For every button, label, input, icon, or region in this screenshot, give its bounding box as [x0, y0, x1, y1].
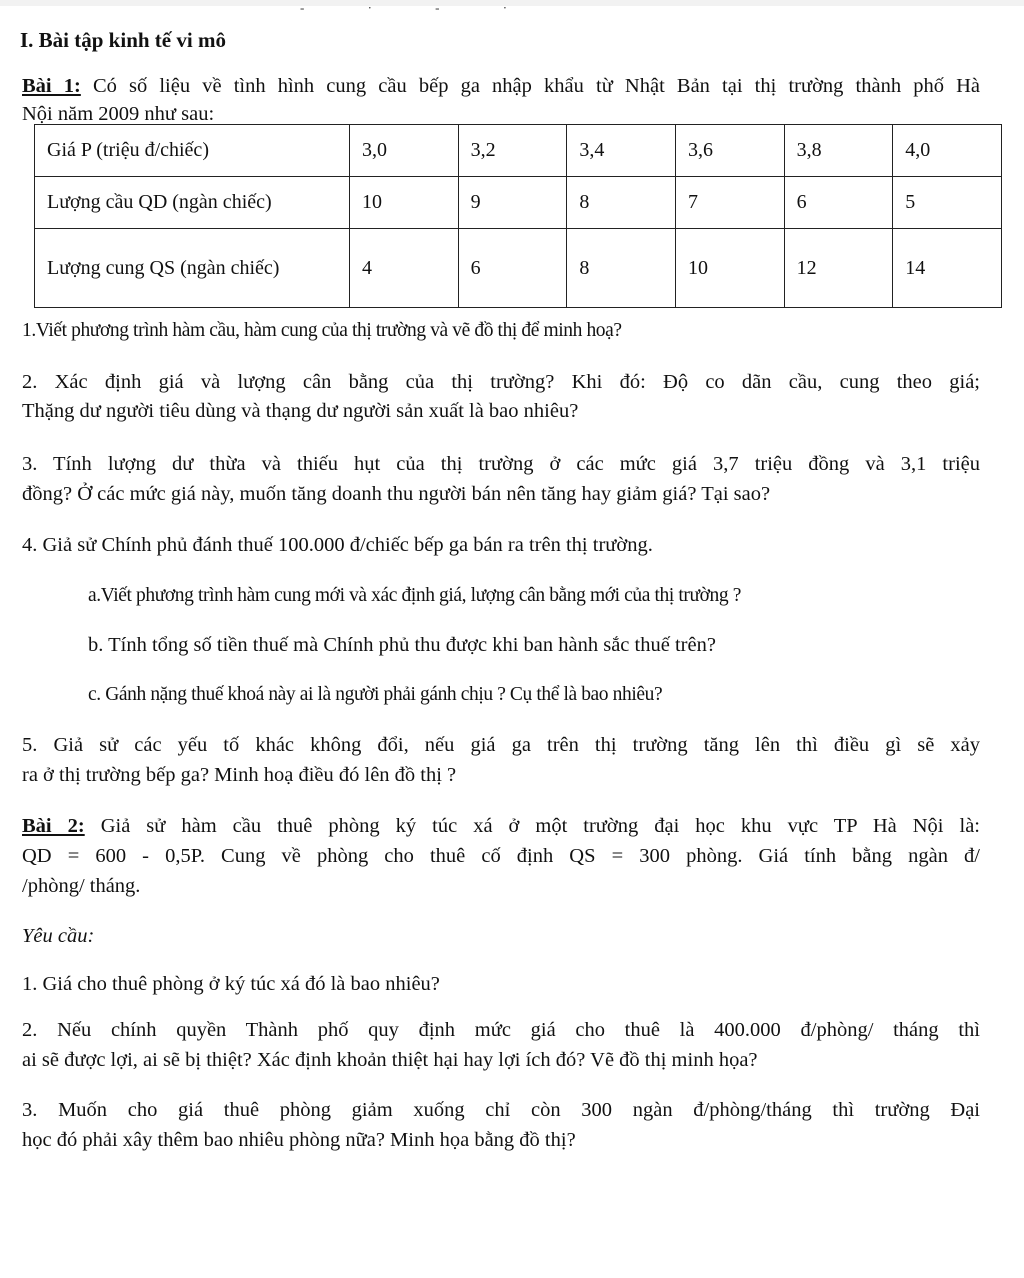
bai1-question-4c: c. Gánh nặng thuế khoá này ai là người phải gánh chịu ? Cụ thể là bao nhiêu?	[88, 684, 663, 705]
supply-cell: 8	[567, 229, 676, 308]
bai1-question-4b: b. Tính tổng số tiền thuế mà Chính phủ thu được khi ban hành sắc thuế trên?	[88, 634, 716, 656]
demand-cell: 6	[784, 177, 893, 229]
row-header-demand: Lượng cầu QD (ngàn chiếc)	[35, 177, 350, 229]
bai2-intro-text: Giả sử hàm cầu thuê phòng ký túc xá ở một trường đại học khu vực TP Hà Nội là:	[84, 815, 980, 837]
bai1-question-2-line1: 2. Xác định giá và lượng cân bằng của thị trường? Khi đó: Độ co dãn cầu, cung theo giá;	[22, 371, 980, 393]
supply-cell: 14	[893, 229, 1002, 308]
bai1-question-5-line1: 5. Giả sử các yếu tố khác không đổi, nếu giá ga trên thị trường tăng lên thì điều gì sẽ xảy	[22, 734, 980, 756]
supply-cell: 4	[350, 229, 459, 308]
bai2-intro-line3: /phòng/ tháng.	[22, 875, 141, 897]
supply-cell: 10	[675, 229, 784, 308]
demand-cell: 8	[567, 177, 676, 229]
bai2-question-2-line2: ai sẽ được lợi, ai sẽ bị thiệt? Xác định khoản thiệt hại hay lợi ích đó? Vẽ đồ thị minh họa?	[22, 1049, 758, 1071]
bai1-question-1: 1.Viết phương trình hàm cầu, hàm cung của thị trường và vẽ đồ thị để minh hoạ?	[22, 320, 622, 341]
row-header-price: Giá P (triệu đ/chiếc)	[35, 125, 350, 177]
demand-cell: 7	[675, 177, 784, 229]
table-row-demand	[35, 177, 1002, 229]
section-heading: I. Bài tập kinh tế vi mô	[20, 28, 226, 52]
bai1-intro-text: Có số liệu về tình hình cung cầu bếp ga nhập khẩu từ Nhật Bản tại thị trường thành phố Hà	[80, 75, 980, 97]
supply-cell: 6	[458, 229, 567, 308]
table-row-supply	[35, 229, 1002, 308]
row-header-supply: Lượng cung QS (ngàn chiếc)	[35, 229, 350, 308]
supply-cell: 12	[784, 229, 893, 308]
bai1-intro-line1	[22, 72, 980, 101]
bai1-question-2-line2: Thặng dư người tiêu dùng và thạng dư người sản xuất là bao nhiêu?	[22, 400, 579, 422]
bai1-question-5-line2: ra ở thị trường bếp ga? Minh hoạ điều đó lên đồ thị ?	[22, 764, 457, 786]
bai1-question-3-line1: 3. Tính lượng dư thừa và thiếu hụt của thị trường ở các mức giá 3,7 triệu đồng và 3,1 triệu	[22, 453, 980, 475]
price-cell: 3,6	[675, 125, 784, 177]
bai2-intro-line2: QD = 600 - 0,5P. Cung về phòng cho thuê cố định QS = 300 phòng. Giá tính bằng ngàn đ/	[22, 845, 980, 867]
bai1-question-4a: a.Viết phương trình hàm cung mới và xác định giá, lượng cân bằng mới của thị trường ?	[88, 585, 741, 606]
bai2-intro-line1	[22, 812, 980, 841]
price-cell: 3,2	[458, 125, 567, 177]
bai2-requirement-label: Yêu cầu:	[22, 925, 95, 947]
bai1-label: Bài 1:	[22, 75, 81, 97]
supply-demand-table	[34, 124, 1002, 308]
price-cell: 4,0	[893, 125, 1002, 177]
demand-cell: 5	[893, 177, 1002, 229]
table-row-price	[35, 125, 1002, 177]
price-cell: 3,8	[784, 125, 893, 177]
page-top-marks: - · - ·	[300, 0, 538, 15]
bai2-question-3-line2: học đó phải xây thêm bao nhiêu phòng nữa? Minh họa bằng đồ thị?	[22, 1129, 576, 1151]
bai1-question-3-line2: đồng? Ở các mức giá này, muốn tăng doanh thu người bán nên tăng hay giảm giá? Tại sao?	[22, 483, 771, 505]
bai1-question-4: 4. Giả sử Chính phủ đánh thuế 100.000 đ/chiếc bếp ga bán ra trên thị trường.	[22, 534, 653, 556]
price-cell: 3,4	[567, 125, 676, 177]
bai2-label: Bài 2:	[22, 815, 85, 837]
bai2-question-3-line1: 3. Muốn cho giá thuê phòng giảm xuống chỉ còn 300 ngàn đ/phòng/tháng thì trường Đại	[22, 1099, 980, 1121]
bai1-intro-line2: Nội năm 2009 như sau:	[22, 103, 215, 125]
demand-cell: 9	[458, 177, 567, 229]
price-cell: 3,0	[350, 125, 459, 177]
bai2-question-1: 1. Giá cho thuê phòng ở ký túc xá đó là bao nhiêu?	[22, 973, 440, 995]
bai2-question-2-line1: 2. Nếu chính quyền Thành phố quy định mức giá cho thuê là 400.000 đ/phòng/ tháng thì	[22, 1019, 980, 1041]
demand-cell: 10	[350, 177, 459, 229]
